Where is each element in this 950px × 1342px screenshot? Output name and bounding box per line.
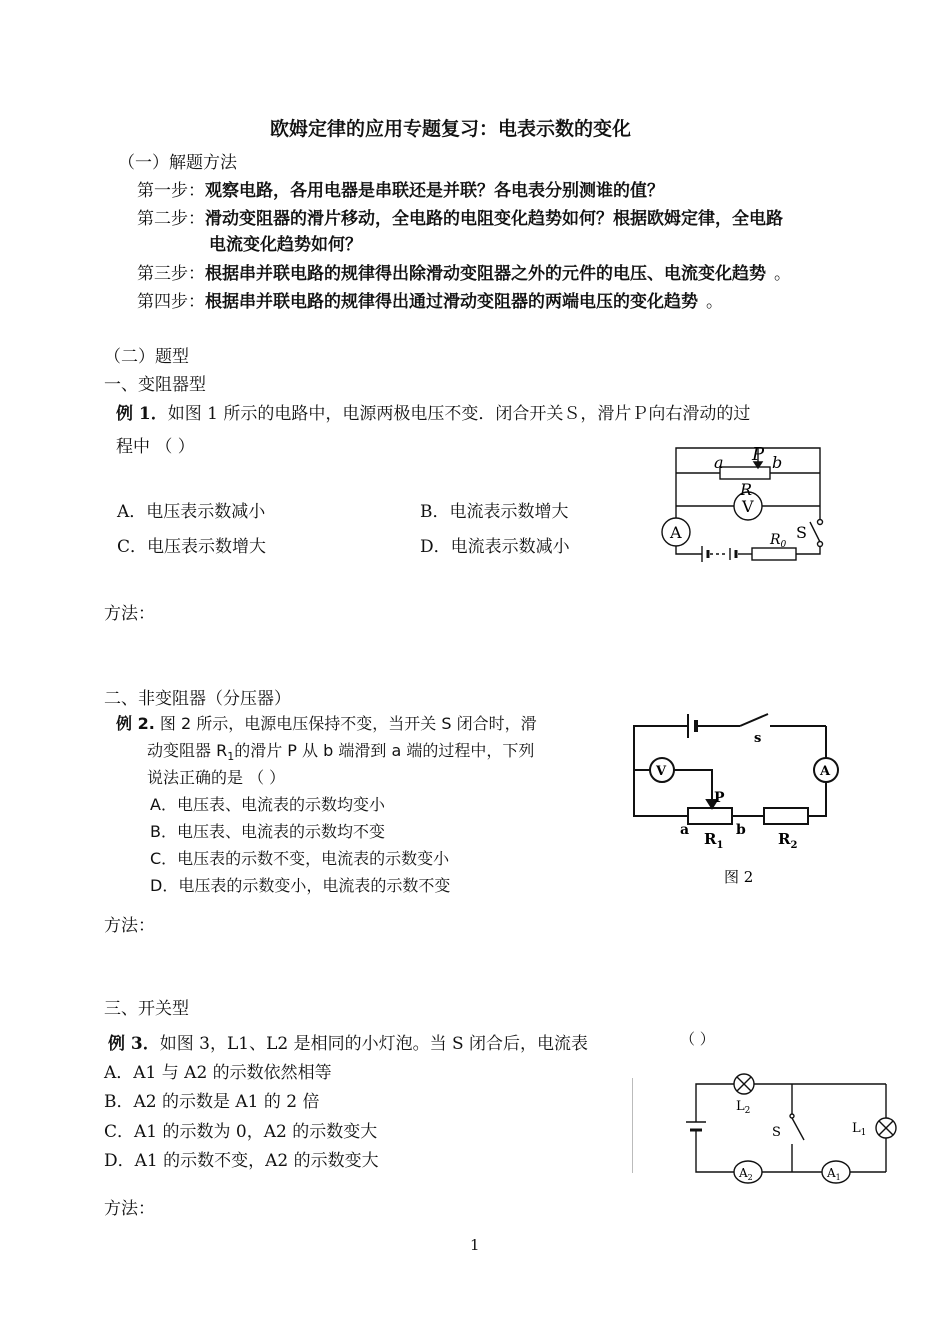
step-1-text: 观察电路，各用电器是串联还是并联？各电表分别测谁的值？ xyxy=(205,181,664,201)
example2-method-label: 方法： xyxy=(104,916,155,936)
fig2-r1-box xyxy=(688,808,732,824)
fig2-label-r2 xyxy=(778,830,797,851)
fig3-switch-blade xyxy=(792,1118,804,1140)
example2-line2 xyxy=(147,740,534,768)
example3-question xyxy=(108,1033,588,1055)
fig3-label-l1 xyxy=(852,1121,866,1138)
example1-line2: 程中 （ ） xyxy=(116,437,195,457)
fig3-label-l2 xyxy=(736,1099,750,1116)
step-3-label: 第三步： xyxy=(137,264,205,284)
step-2 xyxy=(137,208,783,230)
fig3-label-a2-main: A xyxy=(739,1166,748,1180)
example1-option-c: C．电压表示数增大 xyxy=(117,537,267,557)
example2-option-a: A．电压表、电流表的示数均变小 xyxy=(150,795,385,814)
fig1-label-v: V xyxy=(742,497,754,516)
method-heading: （一）解题方法 xyxy=(118,153,237,173)
fig3-label-l2-sub: 2 xyxy=(744,1106,751,1116)
step-4-tail: 。 xyxy=(706,292,723,312)
example2-option-b: B．电压表、电流表的示数均不变 xyxy=(150,822,385,841)
fig2-label-ammeter: A xyxy=(820,764,831,779)
fig1-label-p: P xyxy=(752,444,765,465)
step-2-text-cont: 电流变化趋势如何？ xyxy=(209,235,362,255)
step-3 xyxy=(137,263,791,285)
fig1-label-r0 xyxy=(769,532,787,550)
fig2-label-r2-sub: 2 xyxy=(790,840,798,851)
example3-method-label: 方法： xyxy=(104,1199,155,1219)
fig2-label-r1-main: R xyxy=(704,830,717,848)
fig2-label-r2-main: R xyxy=(778,830,791,848)
figure-3-circuit xyxy=(678,1070,898,1188)
fig2-label-r1 xyxy=(704,830,723,851)
step-2-label: 第二步： xyxy=(137,209,205,229)
step-2-text: 滑动变阻器的滑片移动，全电路的电阻变化趋势如何？根据欧姆定律，全电路 xyxy=(205,209,783,229)
fig2-caption: 图 2 xyxy=(724,868,754,886)
fig1-label-s: S xyxy=(796,523,807,542)
example1-label: 例 1． xyxy=(116,404,168,424)
example1-option-d: D．电流表示数减小 xyxy=(420,537,570,557)
fig2-r2-box xyxy=(764,808,808,824)
fig2-label-p: P xyxy=(714,790,725,806)
example3-option-c: C．A1 的示数为 0，A2 的示数变大 xyxy=(104,1122,378,1142)
figure-1-circuit xyxy=(652,440,842,575)
types-heading: （二）题型 xyxy=(104,347,189,367)
fig2-label-b: b xyxy=(736,822,746,838)
example3-option-d: D．A1 的示数不变，A2 的示数变大 xyxy=(104,1151,379,1171)
fig1-switch-blade xyxy=(810,522,820,542)
step-4 xyxy=(137,291,723,313)
fig1-label-r0-sub: 0 xyxy=(780,540,787,550)
page-number: 1 xyxy=(470,1236,480,1254)
example3-label: 例 3． xyxy=(108,1034,160,1054)
fig1-r0-box xyxy=(752,548,796,560)
fig1-label-r: R xyxy=(740,480,753,499)
example3-question-text: 如图 3，L1、L2 是相同的小灯泡。当 S 闭合后，电流表 xyxy=(159,1034,589,1054)
fig1-rheostat-box xyxy=(720,467,770,479)
section3-heading: 三、开关型 xyxy=(104,999,189,1019)
fig3-label-l1-main: L xyxy=(852,1121,861,1136)
section2-heading: 二、非变阻器（分压器） xyxy=(104,689,291,709)
example2-option-d: D．电压表的示数变小，电流表的示数不变 xyxy=(150,876,451,895)
example2-line3: 说法正确的是 （ ） xyxy=(147,768,286,787)
example1-option-b: B．电流表示数增大 xyxy=(420,502,569,522)
fig2-label-v: V xyxy=(656,764,667,779)
example2-label: 例 2. xyxy=(116,714,155,733)
step-4-label: 第四步： xyxy=(137,292,205,312)
step-4-text: 根据串并联电路的规律得出通过滑动变阻器的两端电压的变化趋势 xyxy=(205,292,698,312)
example2-line2-sub: 1 xyxy=(227,750,235,764)
example2-line2-post: 的滑片 P 从 b 端滑到 a 端的过程中，下列 xyxy=(234,741,535,760)
fig3-label-a2-sub: 2 xyxy=(747,1173,753,1182)
step-3-text: 根据串并联电路的规律得出除滑动变阻器之外的元件的电压、电流变化趋势 xyxy=(205,264,766,284)
step-1 xyxy=(137,180,664,202)
example2-line1-text: 图 2 所示，电源电压保持不变，当开关 S 闭合时，滑 xyxy=(159,714,537,733)
fig3-label-l1-sub: 1 xyxy=(860,1128,867,1138)
fig3-label-a1-main: A xyxy=(827,1166,836,1180)
example1-line1: 如图 1 所示的电路中，电源两极电压不变．闭合开关Ｓ，滑片Ｐ向右滑动的过 xyxy=(167,404,751,424)
example2-line1 xyxy=(116,713,537,735)
fig2-switch-blade xyxy=(740,714,768,726)
fig1-label-b: b xyxy=(772,453,783,472)
example2-option-c: C．电压表的示数不变，电流表的示数变小 xyxy=(150,849,450,868)
fig1-label-r0-main: R xyxy=(770,532,781,548)
figure-2-circuit xyxy=(628,706,848,896)
fig3-label-a1-sub: 1 xyxy=(835,1173,841,1182)
fig2-label-s: s xyxy=(754,731,762,746)
fig3-label-l2-main: L xyxy=(736,1099,745,1114)
example2-line2-pre: 动变阻器 R xyxy=(147,741,228,760)
section1-heading: 一、变阻器型 xyxy=(104,375,206,395)
example1-question xyxy=(116,403,750,425)
step-1-label: 第一步： xyxy=(137,181,205,201)
fig2-label-r1-sub: 1 xyxy=(716,840,724,851)
example3-blank: （ ） xyxy=(680,1030,715,1048)
step-3-tail: 。 xyxy=(774,264,791,284)
example1-method-label: 方法： xyxy=(104,604,155,624)
fig3-label-s: S xyxy=(772,1125,781,1140)
column-divider xyxy=(632,1078,633,1173)
example3-option-a: A．A1 与 A2 的示数依然相等 xyxy=(104,1063,332,1083)
fig1-label-ammeter: A xyxy=(670,523,682,542)
example3-option-b: B．A2 的示数是 A1 的 2 倍 xyxy=(104,1092,320,1112)
fig1-label-a: a xyxy=(714,453,724,472)
page-title: 欧姆定律的应用专题复习：电表示数的变化 xyxy=(270,118,632,140)
fig2-label-a: a xyxy=(680,822,690,838)
example1-option-a: A．电压表示数减小 xyxy=(117,502,266,522)
